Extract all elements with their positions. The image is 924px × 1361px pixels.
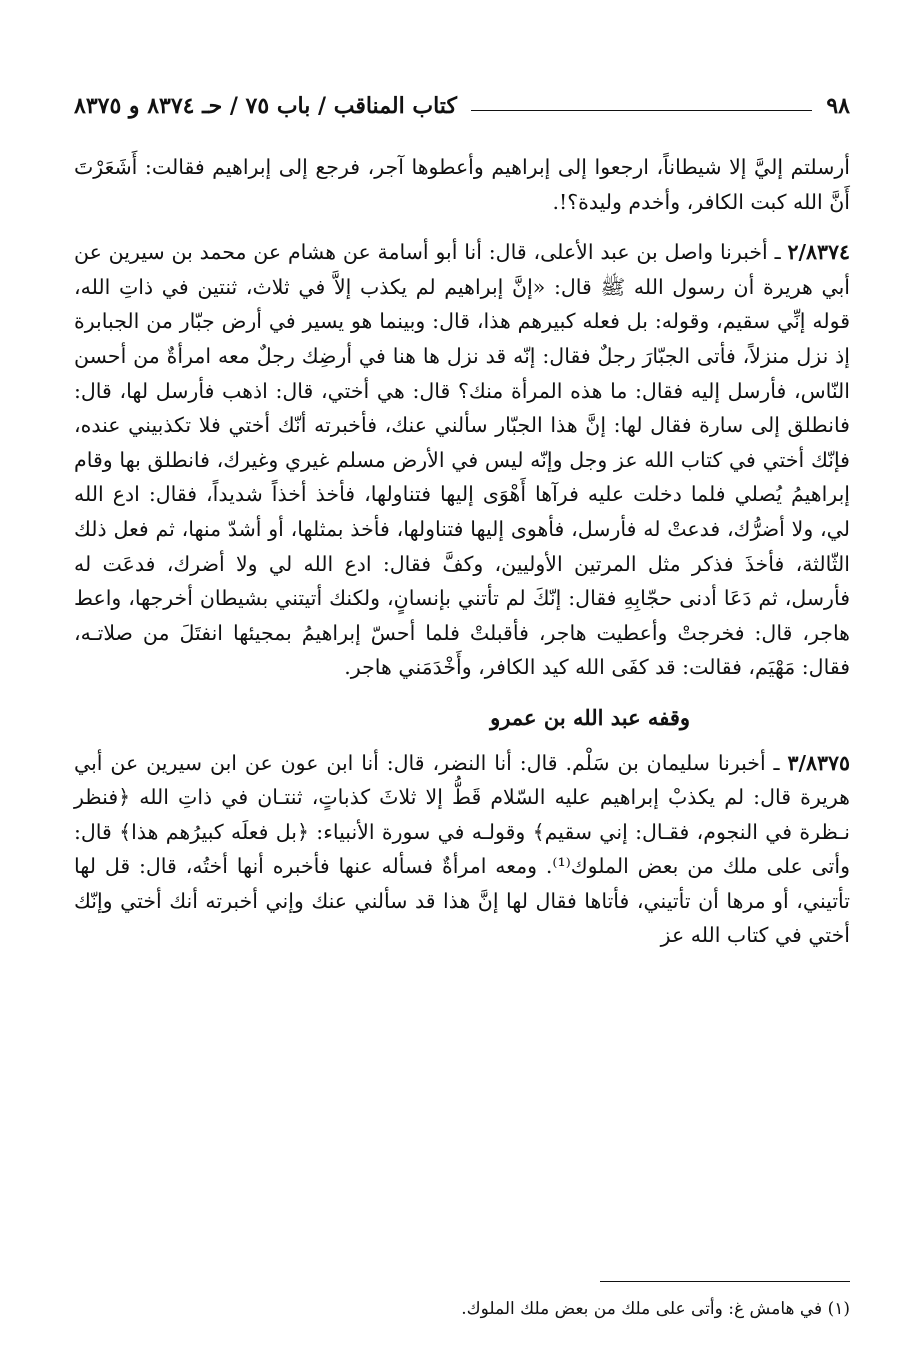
page-header	[74, 88, 850, 124]
hadith-paragraph	[74, 235, 850, 685]
hadith-text: ـ أخبرنا سليمان بن سَلْم. قال: أنا النضر، قال: أنا ابن عون عن ابن سيرين عن أبي هريرة قال: لم يكذبْ إبراهيم عليه السّلام قَطُّ إلا ثلاثَ كذباتٍ، ثنتـان في ذاتِ الله ﴿فنظر نـظرة في النجوم، فقـال: إني سقيم﴾ وقولـه في سورة الأنبياء: ﴿بل فعلَه كبيرُهم هذا﴾ قال: وأتى على ملك من بعض الملوك⁽¹⁾. ومعه امرأةٌ فسأله عنها فأخبره أنها أختُه، قال: قل لها تأتيني، أو مرها أن تأتيني، فأتاها فقال لها إنَّ هذا قد سألني عنك وإني أخبرته أنك أختي وإنّك أختي في كتاب الله عز	[74, 750, 850, 948]
footnote: (١) في هامش غ: وأتى على ملك من بعض ملك الملوك.	[461, 1299, 850, 1319]
running-title: كتاب المناقب / باب ٧٥ / حـ ٨٣٧٤ و ٨٣٧٥	[74, 93, 457, 119]
hadith-paragraph	[74, 746, 850, 954]
hadith-number: ٣/٨٣٧٥	[787, 750, 850, 775]
hadith-text: ـ أخبرنا واصل بن عبد الأعلى، قال: أنا أبو أسامة عن هشام عن محمد بن سيرين عن أبي هريرة أن رسول الله ﷺ قال: «إنَّ إبراهيم لم يكذب إلاَّ في ثلاث، ثنتين في ذاتِ الله، قوله إنِّي سقيم، وقوله: بل فعله كبيرهم هذا، قال: وبينما هو يسير في أرض جبّار من الجبابرة إذ نزل منزلاً، فأتى الجبّارَ رجلٌ فقال: إنّه قد نزل ها هنا في أرضِك رجلٌ معه امرأةٌ من أحسن النّاس، فأرسل إليه فقال: ما هذه المرأة منك؟ قال: هي أختي، قال: اذهب فأرسل لها، قال: فانطلق إلى سارة فقال لها: إنَّ هذا الجبّار سألني عنك، فأخبرته أنّك أختي فلا تكذبيني عنده، فإنّك أختي في كتاب الله عز وجل وإنّه ليس في الأرض مسلم غيري وغيرك، فانطلق بها وقام إبراهيمُ يُصلي فلما دخلت عليه فرآها أَهْوَى إليها فتناولها، فأخذ أخذاً شديداً، فقال: ادع الله لي، ولا أضرُّك، فدعتْ له فأرسل، فأهوى إليها فتناولها، فأخذ بمثلها، أو أشدّ منها، ثم فعل ذلك الثّالثة، فأخذَ فذكر مثل المرتين الأوليين، وكفَّ فقال: ادع الله لي ولا أضرك، فدعَت له فأرسل، ثم دَعَا أدنى حجّابِهِ فقال: إنّكَ لم تأتني بإنسانٍ، ولكنك أتيتني بشيطان أخرجها، واعط هاجر، قال: فخرجتْ وأعطيت هاجر، فأقبلتْ فلما أحسّ إبراهيمُ بمجيئها انفتَلَ من صلاتـه، فقال: مَهْيَم، فقالت: قد كفَى الله كيد الكافر، وأَخْدَمَني هاجر.	[74, 240, 850, 680]
footnote-rule	[600, 1281, 850, 1282]
hadith-number: ٢/٨٣٧٤	[787, 240, 850, 265]
section-heading: وقفه عبد الله بن عمرو	[490, 704, 690, 730]
main-text	[74, 150, 850, 953]
paragraph-continuation: أرسلتم إليَّ إلا شيطاناً، ارجعوا إلى إبراهيم وأعطوها آجر، فرجع إلى إبراهيم فقالت: أَشَعَرْتَ أَنَّ الله كبت الكافر، وأخدم وليدة؟!.	[74, 155, 850, 214]
header-rule	[471, 110, 812, 111]
page-number: ٩٨	[826, 93, 850, 119]
